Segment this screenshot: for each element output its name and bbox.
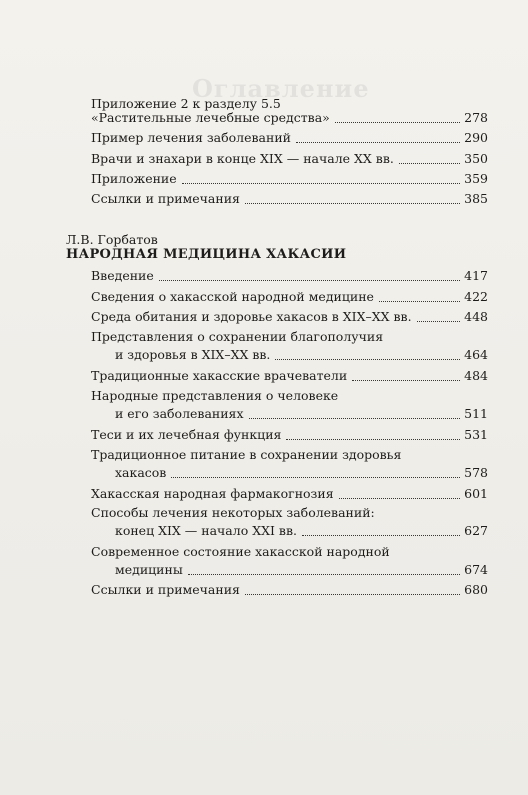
toc-entry-title: конец XIX — начало XXI вв. [115,523,297,538]
toc-entry-title: и здоровья в XIX–XX вв. [115,347,271,362]
dot-leader [379,301,460,302]
dot-leader [182,183,460,184]
toc-entry-title: медицины [115,562,183,577]
toc-entry[interactable] [115,562,488,578]
toc-entry [91,329,383,345]
toc-entry[interactable] [91,427,488,443]
toc-entry-page: 385 [464,191,488,206]
toc-entry[interactable] [115,465,488,481]
toc-entry-page: 511 [464,406,488,421]
dot-leader [335,122,460,123]
toc-entry[interactable] [91,110,488,126]
toc-entry-title: Пример лечения заболеваний [91,130,291,145]
toc-entry[interactable] [91,289,488,305]
dot-leader [352,380,460,381]
toc-entry-title: Хакасская народная фармакогнозия [91,486,334,501]
toc-entry-page: 531 [464,427,488,442]
dot-leader [399,163,460,164]
dot-leader [188,574,460,575]
toc-entry-page: 578 [464,465,488,480]
dot-leader [302,535,460,536]
toc-entry-title: «Растительные лечебные средства» [91,110,330,125]
dot-leader [171,477,460,478]
toc-entry-title: Введение [91,268,154,283]
section-author: Л.В. Горбатов [66,232,158,247]
dot-leader [286,439,460,440]
toc-entry[interactable] [91,368,488,384]
dot-leader [159,280,460,281]
toc-entry[interactable] [91,130,488,146]
toc-entry-page: 601 [464,486,488,501]
toc-entry-title: Традиционные хакасские врачеватели [91,368,348,383]
toc-entry-page: 484 [464,368,488,383]
toc-entry-title: Теси и их лечебная функция [91,427,282,442]
toc-entry-title: Традиционное питание в сохранении здоровья [91,447,402,462]
toc-entry[interactable] [91,582,488,598]
toc-entry [91,544,390,560]
toc-entry-title: Представления о сохранении благополучия [91,329,384,344]
toc-entry-page: 680 [464,582,488,597]
toc-entry-page: 350 [464,151,488,166]
toc-entry-page: 627 [464,523,488,538]
toc-entry-title: Среда обитания и здоровье хакасов в XIX–XX вв. [91,309,412,324]
toc-entry[interactable] [91,151,488,167]
dot-leader [249,418,461,419]
toc-entry [91,447,401,463]
toc-entry[interactable] [115,347,488,363]
toc-entry-page: 448 [464,309,488,324]
toc-entry-title: Народные представления о человеке [91,388,339,403]
dot-leader [275,359,460,360]
toc-entry[interactable] [91,191,488,207]
toc-entry-title: Способы лечения некоторых заболеваний: [91,505,375,520]
toc-entry-title: и его заболеваниях [115,406,244,421]
toc-entry [91,505,375,521]
toc-entry-page: 359 [464,171,488,186]
toc-entry-title: Сведения о хакасской народной медицине [91,289,374,304]
show-through-title: Оглавление [192,74,370,103]
dot-leader [339,498,461,499]
dot-leader [296,142,460,143]
dot-leader [417,321,461,322]
toc-entry[interactable] [91,171,488,187]
toc-entry [91,388,338,404]
toc-entry-title: Ссылки и примечания [91,191,240,206]
toc-entry-page: 674 [464,562,488,577]
toc-entry-title: Приложение 2 к разделу 5.5 [91,96,281,111]
toc-entry[interactable] [91,268,488,284]
toc-entry-page: 417 [464,268,488,283]
toc-entry-page: 278 [464,110,488,125]
toc-entry-title: Ссылки и примечания [91,582,240,597]
dot-leader [245,594,460,595]
toc-entry[interactable] [91,309,488,325]
toc-entry-page: 422 [464,289,488,304]
toc-entry-title: Современное состояние хакасской народной [91,544,390,559]
toc-entry[interactable] [115,523,488,539]
toc-entry[interactable] [115,406,488,422]
section-title: НАРОДНАЯ МЕДИЦИНА ХАКАСИИ [66,247,347,262]
toc-entry-page: 290 [464,130,488,145]
dot-leader [245,203,460,204]
toc-entry-title: Врачи и знахари в конце XIX — начале XX вв. [91,151,394,166]
toc-entry-title: хакасов [115,465,167,480]
toc-entry[interactable] [91,486,488,502]
toc-entry-page: 464 [464,347,488,362]
toc-entry-title: Приложение [91,171,177,186]
